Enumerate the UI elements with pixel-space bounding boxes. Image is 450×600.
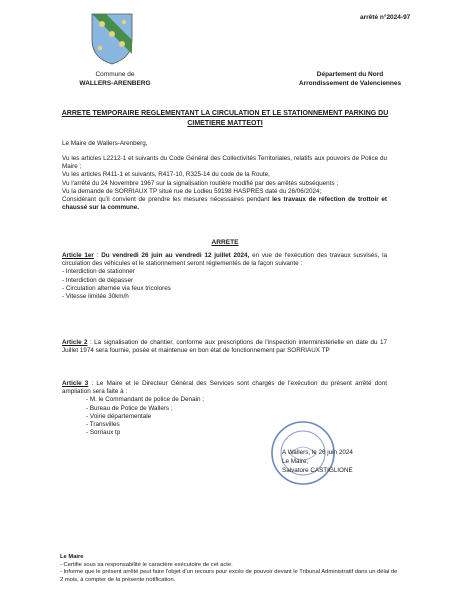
article-1-list: [62, 268, 387, 301]
preamble: [62, 155, 387, 212]
article-3: [62, 380, 387, 437]
article-2: [62, 339, 387, 355]
commune-label: Commune de: [95, 71, 135, 78]
signature-role: Le Maire,: [282, 458, 309, 465]
mayor-line: Le Maire de Wallers-Arenberg,: [62, 140, 148, 147]
considerant-text: Considérant qu'il convient de prendre les mesures nécessaires pendant: [62, 196, 273, 204]
vu-line: Vu les articles L2212-1 et suivants du Code Général des Collectivités Territoriales, relatifs aux pouvoirs de Police du Maire ;: [62, 155, 387, 171]
article-1-dates: Du vendredi 26 juin au vendredi 12 juillet 2024,: [101, 252, 250, 259]
vu-line: Vu l'arrêté du 24 Novembre 1967 sur la signalisation routière modifié par des arrêtés subséquents ;: [62, 179, 339, 187]
list-item: - Interdiction de stationner: [62, 268, 135, 276]
considerant-line: [62, 196, 387, 212]
distribution-list: [62, 396, 387, 437]
commune-name: WALLERS-ARENBERG: [79, 80, 151, 87]
article-1-label: Article 1er: [62, 252, 94, 259]
article-1-text: [62, 252, 387, 268]
article-1-body: en vue de l'exécution des travaux susvisés, la circulation des véhicules et le stationnement seront réglementés de la façon suivante :: [62, 252, 387, 268]
article-3-body: : Le Maire et le Directeur Général des Services sont chargés de l'exécution du présent arrêté dont ampliation sera faite à :: [62, 380, 387, 396]
article-2-text: [62, 339, 387, 355]
list-item: - Transvilles: [86, 421, 387, 429]
list-item: - Circulation alternée via feux tricolores: [62, 284, 171, 292]
list-item: - Voirie départementale: [86, 413, 387, 421]
signature-name: Salvatore CASTIGLIONE: [282, 467, 353, 474]
footer-heading: Le Maire: [60, 554, 84, 560]
article-2-label: Article 2: [62, 339, 88, 346]
list-item: - Vitesse limitée 30km/h: [62, 293, 129, 301]
department-block: [290, 70, 410, 88]
article-3-text: [62, 380, 387, 396]
signature-place-date: A Wallers, le 26 juin 2024: [282, 449, 353, 456]
article-2-body: : La signalisation de chantier, conforme aux prescriptions de l'inspection interministérielle en date du 17 Juillet 1974 sera fournie, posée et maintenue en bon état de fonctionnement par SORRIAUX TP: [62, 339, 387, 355]
footer-line: - Informe que le présent arrêté peut faire l'objet d'un recours pour excès de pouvoir devant le Tribunal Administratif dans un délai de 2 mois, à compter de la présente notification.: [60, 569, 398, 583]
vu-line: Vu les articles R411-1 et suivants, R417-10, R325-14 du code de la Route,: [62, 171, 270, 179]
considerant-emphasis: les travaux de réfection de trottoir et chaussé sur la commune.: [62, 196, 387, 212]
arrondissement-name: Arrondissement de Valenciennes: [298, 80, 402, 87]
list-item: - Bureau de Police de Wallers ;: [86, 405, 387, 413]
arrete-heading: ARRETE: [211, 239, 239, 246]
article-1-sep: :: [93, 252, 102, 259]
footer-line: - Certifie sous sa responsabilité le caractère exécutoire de cet acte.: [60, 561, 233, 568]
article-1: [62, 252, 387, 301]
list-item: - Sorriaux tp: [86, 429, 387, 437]
signature-block: [282, 448, 402, 475]
department-name: Département du Nord: [316, 71, 384, 78]
decree-title: ARRETE TEMPORAIRE REGLEMENTANT LA CIRCULATION ET LE STATIONNEMENT PARKING DU CIMETIERE MATTEOTI: [61, 110, 389, 127]
list-item: - M. le Commandant de police de Denain ;: [86, 396, 387, 404]
commune-block: [60, 70, 170, 88]
decree-number: arrêté n°2024-97: [360, 14, 411, 21]
article-3-label: Article 3: [62, 380, 89, 387]
town-crest-icon: [88, 10, 136, 66]
footer-notice: [60, 554, 400, 584]
vu-line: Vu la demande de SORRIAUX TP situé rue de Lodieu 59198 HASPRES daté du 26/06/2024;: [62, 187, 322, 195]
list-item: - Interdiction de dépasser: [62, 276, 134, 284]
